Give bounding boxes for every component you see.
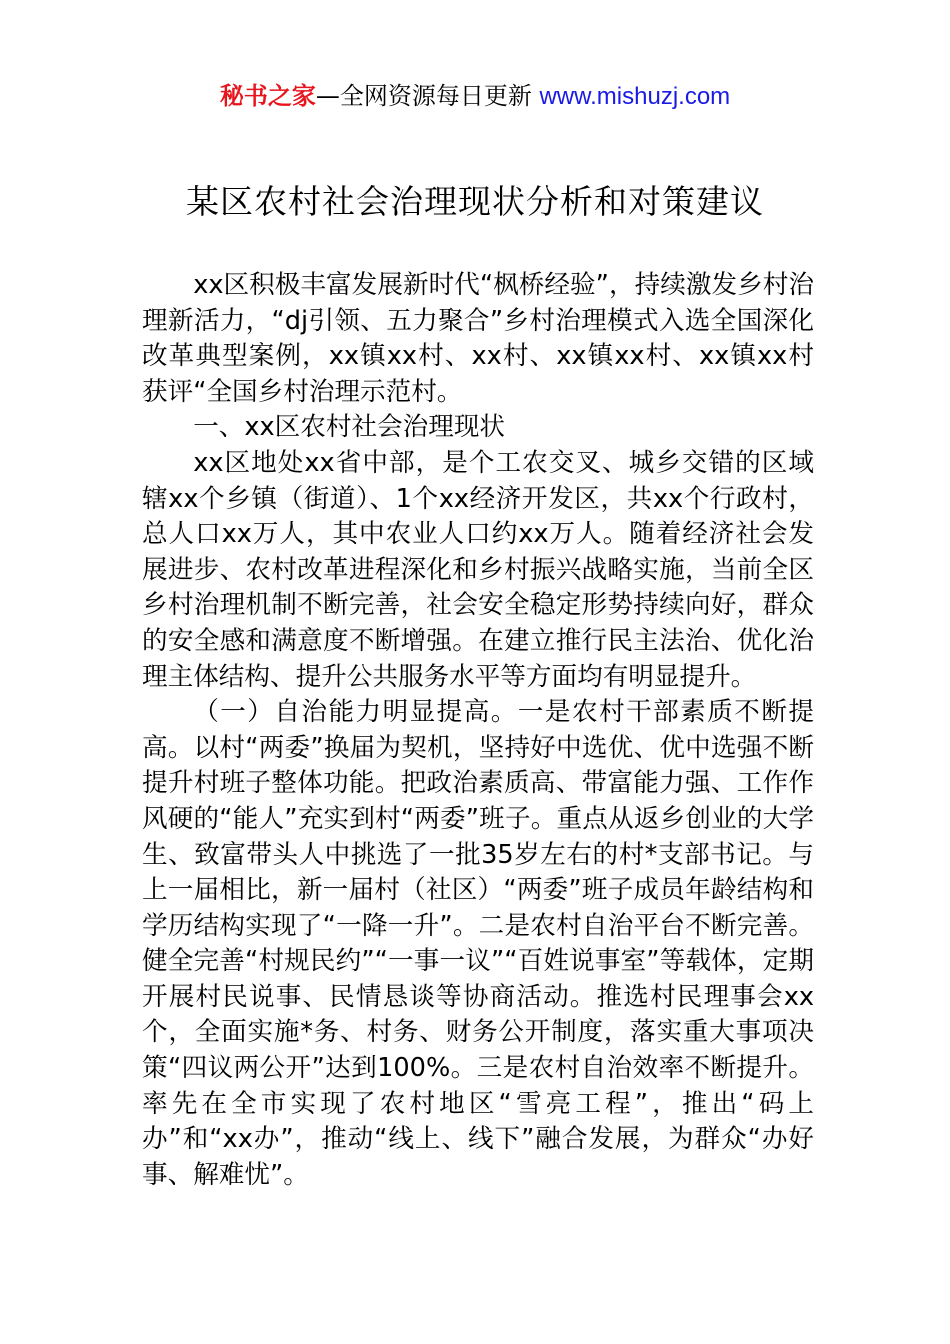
document-title: 某区农村社会治理现状分析和对策建议 — [186, 182, 764, 221]
document-body — [142, 268, 814, 1193]
site-brand: 秘书之家 — [219, 82, 316, 110]
paragraph-autonomy: （一）自治能力明显提高。一是农村干部素质不断提高。以村“两委”换届为契机，坚持好中选优、优中选强不断提升村班子整体功能。把政治素质高、带富能力强、工作作风硬的“能人”充实到村“两委”班子。重点从返乡创业的大学生、致富带头人中挑选了一批35岁左右的村*支部书记。与上一届相比，新一届村（社区）“两委”班子成员年龄结构和学历结构实现了“一降一升”。二是农村自治平台不断完善。健全完善“村规民约”“一事一议”“百姓说事室”等载体，定期开展村民说事、民情恳谈等协商活动。推选村民理事会xx个，全面实施*务、村务、财务公开制度，落实重大事项决策“四议两公开”达到100%。三是农村自治效率不断提升。率先在全市实现了农村地区“雪亮工程”，推出“码上办”和“xx办”，推动“线上、线下”融合发展，为群众“办好事、解难忧”。 — [142, 697, 814, 1190]
paragraph-intro: xx区积极丰富发展新时代“枫桥经验”，持续激发乡村治理新活力，“dj引领、五力聚合”乡村治理模式入选全国深化改革典型案例，xx镇xx村、xx村、xx镇xx村、xx镇xx村获评“全国乡村治理示范村。 — [142, 270, 814, 407]
section-heading-1: 一、xx区农村社会治理现状 — [193, 412, 506, 443]
site-tagline: —全网资源每日更新 — [315, 82, 540, 110]
site-header — [0, 80, 950, 113]
site-url-link[interactable]: www.mishuzj.com — [539, 83, 731, 110]
paragraph-overview: xx区地处xx省中部，是个工农交叉、城乡交错的区域辖xx个乡镇（街道）、1个xx经济开发区，共xx个行政村，总人口xx万人，其中农业人口约xx万人。随着经济社会发展进步、农村改革进程深化和乡村振兴战略实施，当前全区乡村治理机制不断完善，社会安全稳定形势持续向好，群众的安全感和满意度不断增强。在建立推行民主法治、优化治理主体结构、提升公共服务水平等方面均有明显提升。 — [142, 447, 814, 692]
